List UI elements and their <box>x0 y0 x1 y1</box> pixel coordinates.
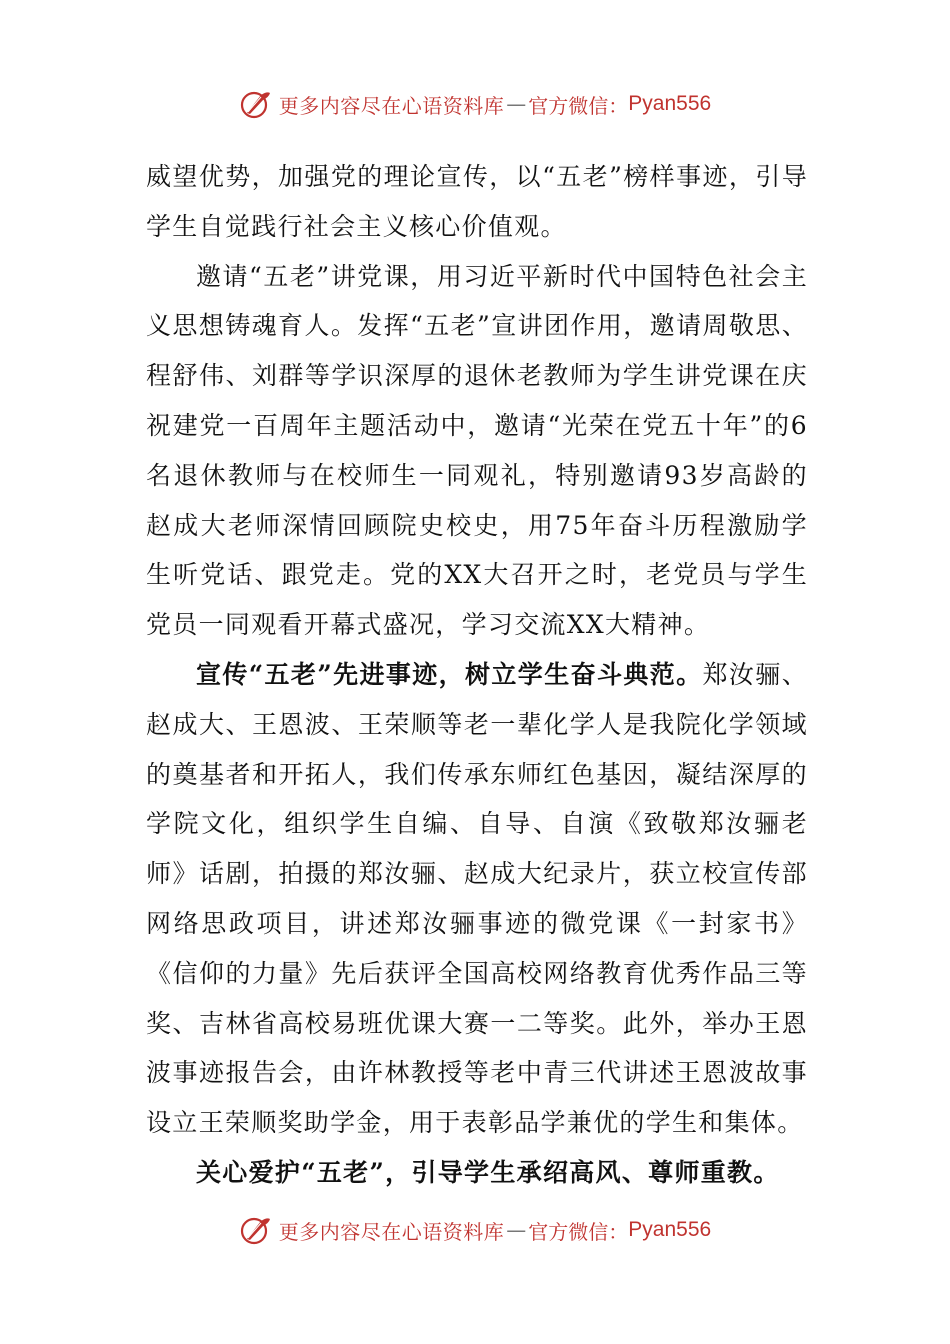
banner-separator: — <box>506 92 527 116</box>
quill-pen-logo-icon <box>239 1213 273 1247</box>
banner-text: 更多内容尽在心语资料库 <box>278 93 505 118</box>
banner-text: 更多内容尽在心语资料库 <box>278 1219 505 1244</box>
banner-wechat-id: Pyan556 <box>628 1218 712 1241</box>
paragraph-1 <box>146 152 808 252</box>
paragraph-text: 郑汝骊、赵成大、王恩波、王荣顺等老一辈化学人是我院化学领域的奠基者和开拓人，我们传承东师红色基因，凝结深厚的学院文化，组织学生自编、自导、自演《致敬郑汝骊老师》话剧，拍摄的郑汝骊、赵成大纪录片，获立校宣传部网络思政项目，讲述郑汝骊事迹的微党课《一封家书》《信仰的力量》先后获评全国高校网络教育优秀作品三等奖、吉林省高校易班优课大赛一二等奖。此外，举办王恩波事迹报告会，由许林教授等老中青三代讲述王恩波故事设立王荣顺奖助学金，用于表彰品学兼优的学生和集体。 <box>146 659 808 1138</box>
quill-pen-logo-icon <box>239 87 273 121</box>
paragraph-4 <box>146 1148 808 1198</box>
footer-banner <box>0 1210 950 1250</box>
banner-separator: — <box>506 1218 527 1242</box>
paragraph-text: 邀请“五老”讲党课，用习近平新时代中国特色社会主义思想铸魂育人。发挥“五老”宣讲团作用，邀请周敬思、程舒伟、刘群等学识深厚的退休老教师为学生讲党课在庆祝建党一百周年主题活动中，邀请“光荣在党五十年”的6名退休教师与在校师生一同观礼，特别邀请93岁高龄的赵成大老师深情回顾院史校史，用75年奋斗历程激励学生听党话、跟党走。党的XX大召开之时，老党员与学生党员一同观看开幕式盛况，学习交流XX大精神。 <box>146 261 808 640</box>
paragraph-3 <box>146 650 808 1148</box>
paragraph-lead: 宣传“五老”先进事迹，树立学生奋斗典范。 <box>196 659 703 689</box>
banner-wechat-label: 官方微信： <box>528 1219 629 1244</box>
banner-wechat-id: Pyan556 <box>628 92 712 115</box>
document-body <box>146 152 808 1198</box>
paragraph-lead: 关心爱护“五老”，引导学生承绍高风、尊师重教。 <box>196 1157 780 1187</box>
header-banner <box>0 84 950 124</box>
banner-wechat-label: 官方微信： <box>528 93 629 118</box>
paragraph-2 <box>146 252 808 650</box>
paragraph-text: 威望优势，加强党的理论宣传，以“五老”榜样事迹，引导学生自觉践行社会主义核心价值观。 <box>146 162 808 241</box>
